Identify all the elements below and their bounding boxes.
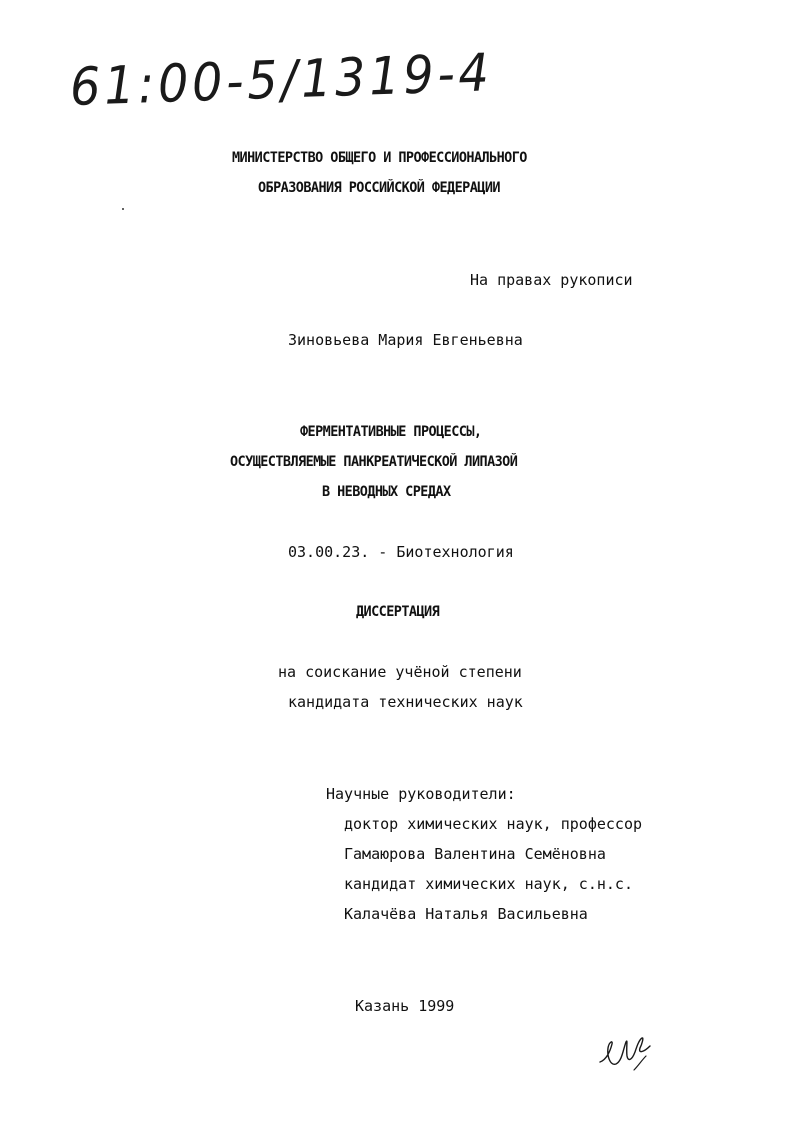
degree-line-2: кандидата технических наук [288,693,523,711]
supervisor-line: кандидат химических наук, с.н.с. [344,875,633,893]
supervisors-heading: Научные руководители: [326,785,516,803]
title-line-3: В НЕВОДНЫХ СРЕДАХ [322,484,451,500]
handwritten-signature [596,1030,656,1075]
specialty-code: 03.00.23. - Биотехнология [288,543,514,561]
degree-line-1: на соискание учёной степени [278,663,522,681]
manuscript-rights-note: На правах рукописи [470,271,633,289]
supervisor-line: доктор химических наук, профессор [344,815,643,833]
title-line-1: ФЕРМЕНТАТИВНЫЕ ПРОЦЕССЫ, [300,424,482,440]
ministry-line-1: МИНИСТЕРСТВО ОБЩЕГО И ПРОФЕССИОНАЛЬНОГО [232,150,527,166]
supervisor-line: Гамаюрова Валентина Семёновна [344,845,606,863]
scan-speck [122,208,124,210]
ministry-line-2: ОБРАЗОВАНИЯ РОССИЙСКОЙ ФЕДЕРАЦИИ [258,180,500,196]
city-year: Казань 1999 [355,997,455,1015]
author-name: Зиновьева Мария Евгеньевна [288,331,523,349]
handwritten-catalog-number: 61:00-5/1319-4 [68,43,494,118]
document-type: ДИССЕРТАЦИЯ [356,604,440,620]
title-line-2: ОСУЩЕСТВЛЯЕМЫЕ ПАНКРЕАТИЧЕСКОЙ ЛИПАЗОЙ [230,454,518,470]
supervisor-line: Калачёва Наталья Васильевна [344,905,588,923]
